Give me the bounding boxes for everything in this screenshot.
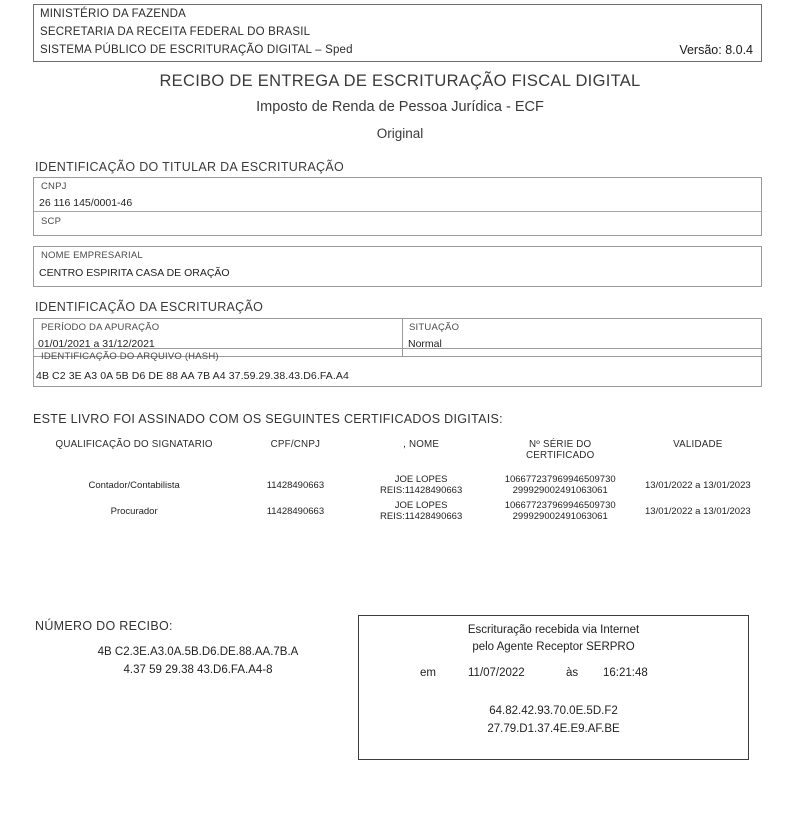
system-line: SISTEMA PÚBLICO DE ESCRITURAÇÃO DIGITAL – Sped	[40, 44, 353, 56]
secretariat-line: SECRETARIA DA RECEITA FEDERAL DO BRASIL	[40, 26, 311, 38]
cell-qualification: Procurador	[110, 506, 158, 518]
cell-cpf-cnpj: 11428490663	[266, 506, 325, 518]
column-header-serial-line2: CERTIFICADO	[525, 450, 595, 461]
cell-serial-line2: 299929002491063061	[512, 510, 608, 522]
serpro-em-label: em	[420, 667, 436, 679]
serpro-line2: pelo Agente Receptor SERPRO	[472, 641, 635, 653]
cell-qualification: Contador/Contabilista	[88, 480, 180, 492]
cell-serial-line1: 106677237969946509730	[504, 499, 616, 511]
cell-serial	[487, 473, 634, 499]
period-label: PERÍODO DA APURAÇÃO	[41, 322, 160, 333]
table-row	[33, 499, 762, 525]
serpro-hash-line2: 27.79.D1.37.4E.E9.AF.BE	[487, 723, 620, 735]
section-title-bookkeeping: IDENTIFICAÇÃO DA ESCRITURAÇÃO	[35, 300, 264, 314]
company-name-label: NOME EMPRESARIAL	[41, 250, 143, 261]
cell-name-line1: JOE LOPES	[394, 474, 448, 485]
document-title: RECIBO DE ENTREGA DE ESCRITURAÇÃO FISCAL DIGITAL	[159, 72, 641, 90]
serpro-date: 11/07/2022	[468, 667, 525, 679]
receipt-number-line2: 4.37 59 29.38 43.D6.FA.A4-8	[123, 663, 273, 676]
column-header-cpf-cnpj: CPF/CNPJ	[270, 439, 321, 450]
cell-name-line1: JOE LOPES	[394, 499, 448, 511]
section-title-holder: IDENTIFICAÇÃO DO TITULAR DA ESCRITURAÇÃO	[35, 160, 345, 174]
cell-name	[356, 499, 487, 525]
situation-value: Normal	[408, 338, 442, 350]
document-copy-type: Original	[376, 126, 424, 141]
version-label: Versão: 8.0.4	[679, 43, 753, 57]
document-subtitle: Imposto de Renda de Pessoa Jurídica - ECF	[256, 99, 544, 115]
serpro-line1: Escrituração recebida via Internet	[467, 624, 640, 636]
serpro-as-label: às	[566, 667, 579, 679]
cell-serial	[487, 499, 634, 525]
certificates-table	[33, 437, 762, 525]
column-header-name: , NOME	[403, 439, 440, 450]
column-header-certificate-serial	[487, 437, 634, 473]
section-title-certificates: ESTE LIVRO FOI ASSINADO COM OS SEGUINTES CERTIFICADOS DIGITAIS:	[33, 412, 503, 426]
cell-cpf-cnpj: 11428490663	[266, 480, 325, 492]
file-hash-value: 4B C2 3E A3 0A 5B D6 DE 88 AA 7B A4 37.59.29.38.43.D6.FA.A4	[36, 370, 349, 382]
receipt-number-value	[48, 644, 348, 680]
scp-label: SCP	[41, 216, 62, 227]
column-header-qualification: QUALIFICAÇÃO DO SIGNATARIO	[55, 439, 213, 450]
cell-name-line2: REIS:11428490663	[380, 510, 463, 522]
serpro-receipt-box	[358, 615, 749, 760]
receipt-number-line1: 4B C2.3E.A3.0A.5B.D6.DE.88.AA.7B.A	[97, 646, 299, 658]
ministry-line: MINISTÉRIO DA FAZENDA	[40, 8, 187, 20]
cnpj-value: 26 116 145/0001-46	[39, 197, 133, 209]
header-box	[33, 4, 762, 62]
cell-serial-line1: 106677237969946509730	[504, 474, 616, 485]
file-hash-label: IDENTIFICAÇÃO DO ARQUIVO (HASH)	[41, 351, 219, 362]
period-value: 01/01/2021 a 31/12/2021	[38, 338, 155, 350]
table-row	[33, 473, 762, 499]
situation-label: SITUAÇÃO	[409, 322, 460, 333]
cell-validity: 13/01/2022 a 13/01/2023	[645, 506, 751, 518]
table-header-row	[33, 437, 762, 473]
cell-name	[356, 473, 487, 499]
cell-name-line2: REIS:11428490663	[380, 484, 463, 496]
cnpj-label: CNPJ	[41, 181, 67, 192]
receipt-number-label: NÚMERO DO RECIBO:	[35, 619, 173, 633]
column-header-serial-line1: Nº SÉRIE DO	[528, 439, 592, 450]
cell-validity: 13/01/2022 a 13/01/2023	[645, 480, 751, 492]
cnpj-scp-box	[33, 177, 762, 236]
cnpj-scp-divider	[34, 211, 761, 212]
company-name-value: CENTRO ESPIRITA CASA DE ORAÇÃO	[39, 267, 230, 279]
column-header-validity: VALIDADE	[673, 439, 723, 450]
serpro-time: 16:21:48	[603, 667, 648, 679]
cell-serial-line2: 299929002491063061	[512, 484, 608, 496]
serpro-hash-line1: 64.82.42.93.70.0E.5D.F2	[489, 705, 618, 717]
